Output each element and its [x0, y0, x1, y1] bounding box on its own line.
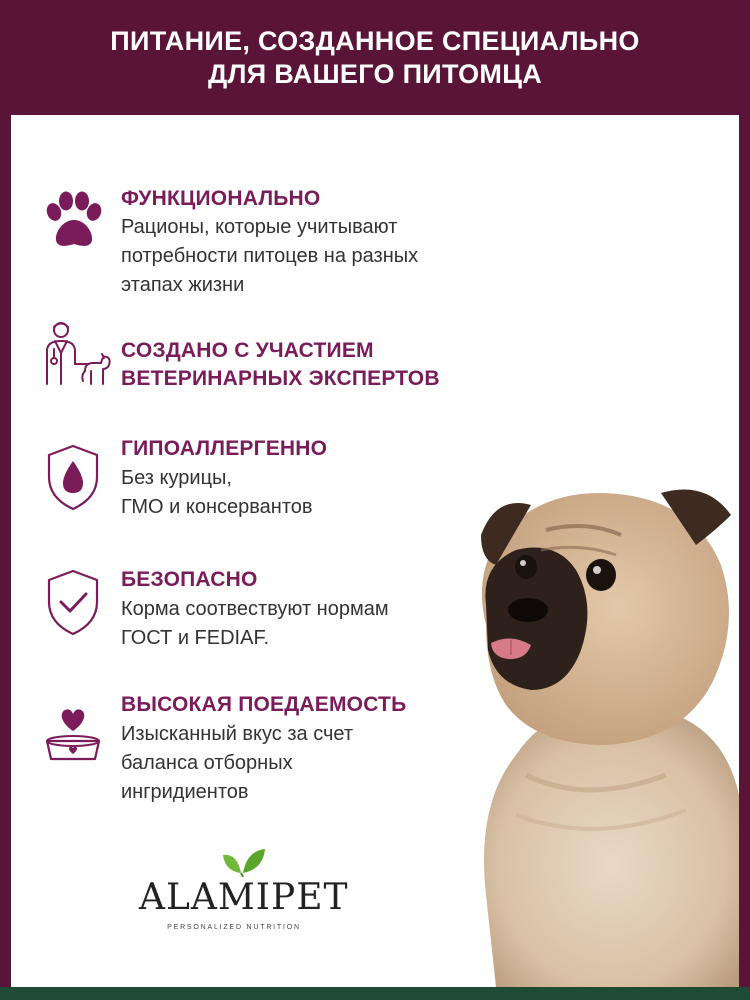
content-panel [11, 115, 739, 987]
feature-text: Рационы, которые учитывают потребности питоцев на разных этапах жизни [121, 216, 419, 296]
header-banner [0, 0, 750, 115]
logo-name: ALAMIPET [139, 877, 349, 918]
brand-logo [139, 845, 349, 935]
veterinarian-with-dog-icon [41, 319, 113, 387]
feature-text: Корма соотвествуют нормам ГОСТ и FEDIAF. [121, 598, 389, 649]
feature-title: ВЫСОКАЯ ПОЕДАЕМОСТЬ [121, 693, 407, 716]
bowl-heart-icon [41, 699, 105, 767]
feature-text: Изысканный вкус за счет баланса отборных ингридиентов [121, 723, 354, 803]
header-title: ПИТАНИЕ, СОЗДАННОЕ СПЕЦИАЛЬНО ДЛЯ ВАШЕГО ПИТОМЦА [110, 25, 640, 89]
feature-title: ГИПОАЛЛЕРГЕННО [121, 437, 328, 460]
pug-dog-image [456, 475, 739, 987]
feature-title: БЕЗОПАСНО [121, 568, 258, 591]
paw-icon [41, 190, 105, 258]
feature-title: СОЗДАНО С УЧАСТИЕМ ВЕТЕРИНАРНЫХ ЭКСПЕРТОВ [121, 339, 440, 390]
feature-text: Без курицы, ГМО и консервантов [121, 467, 313, 518]
logo-tagline: PERSONALIZED NUTRITION [167, 924, 301, 931]
feature-title: ФУНКЦИОНАЛЬНО [121, 187, 321, 210]
shield-check-icon [41, 568, 105, 636]
shield-drop-icon [41, 443, 105, 511]
footer-strip [0, 987, 750, 1000]
leaf-icon [221, 845, 267, 877]
